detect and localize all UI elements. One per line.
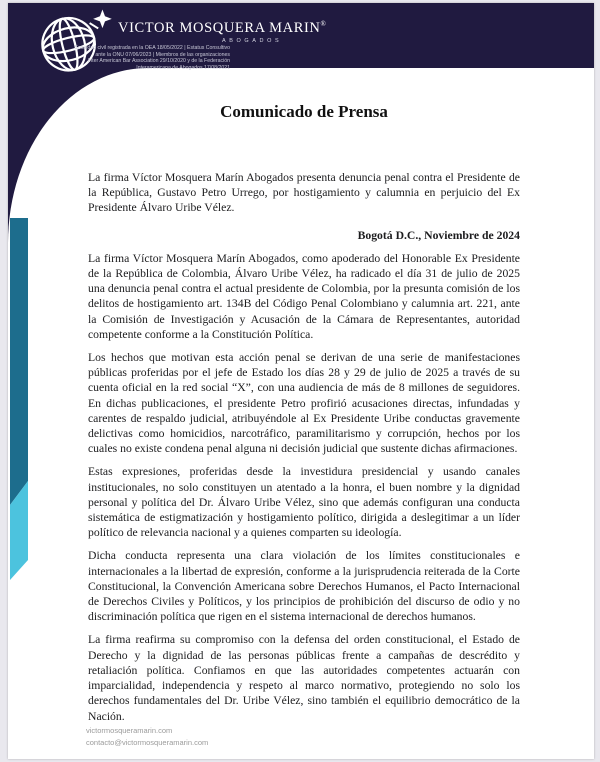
side-ribbon <box>10 218 30 583</box>
brand-block <box>118 20 326 44</box>
firm-name: VICTOR MOSQUERA MARIN® <box>118 20 327 36</box>
footer-website: victormosqueramarin.com <box>86 726 173 735</box>
body-paragraph: Los hechos que motivan esta acción penal se derivan de una serie de manifestaciones públicas proferidas por el jefe de Estado los días 28 y 29 de julio de 2025 a través de su cuenta oficial en la red social “X”, con una audiencia de más de 8 millones de seguidores. En dichas publicaciones, el presidente Petro profirió acusaciones directas, infundadas y carentes de respaldo judicial, atribuyéndole al Ex Presidente Uribe conductas gravemente delictivas como homicidios, narcotráfico, paramilitarismo y corrupción, hechos por los cuales no existe condena penal alguna ni decisión judicial que sustente dichas afirmaciones. <box>88 351 520 456</box>
registered-mark: ® <box>320 20 327 29</box>
dateline: Bogotá D.C., Noviembre de 2024 <box>357 228 520 242</box>
body-paragraph: Dicha conducta representa una clara violación de los límites constitucionales e internacionales a la libertad de expresión, conforme a la jurisprudencia reiterada de la Corte Constitucional, la Convención Americana sobre Derechos Humanos, el Pacto Internacional de Derechos Civiles y Políticos, y los principios de prohibición del discurso de odio y no discriminación política que rigen en el sistema internacional de derechos humanos. <box>88 549 520 624</box>
page-title: Comunicado de Prensa <box>220 102 388 121</box>
body-paragraph: Estas expresiones, proferidas desde la investidura presidencial y usando canales institucionales, no solo constituyen un atentado a la honra, el buen nombre y la dignidad personal y política del Dr. Álvaro Uribe Vélez, sino que además configuran una conducta sistemática de estigmatización y hostigamiento político, dirigida a deslegitimar a un líder político de relevancia nacional y a quienes comparten su ideología. <box>88 465 520 540</box>
footer-contact <box>86 725 208 749</box>
footer-email: contacto@victormosqueramarin.com <box>86 738 209 747</box>
credential-line: Sociedad civil registrada en la OEA 18/05/2022 | Estatus Consultivo <box>74 45 230 51</box>
credential-line: Inter American Bar Association 29/10/2020 y de la Federación <box>87 58 230 65</box>
credential-line: Interamericana de Abogados 17/08/2021 <box>136 64 230 71</box>
firm-subtitle: ABOGADOS <box>222 38 283 44</box>
firm-credentials <box>66 45 230 71</box>
document-body <box>88 103 520 724</box>
body-paragraph: La firma Víctor Mosquera Marín Abogados, como apoderado del Honorable Ex Presidente de la República de Colombia, Álvaro Uribe Vélez, ha radicado el día 31 de julio de 2025 una denuncia penal contra el actual presidente de Colombia, por la presunta comisión de los delitos de hostigamiento art. 134B del Código Penal Colombiano y calumnia art. 221, ante la Comisión de Investigación y Acusación de la Cámara de Representantes, autoridad competente conforme a la Constitución Política. <box>88 251 520 341</box>
press-release-page <box>8 3 594 759</box>
credential-line: ante la ONU 07/06/2023 | Miembros de las organizaciones <box>95 51 230 58</box>
body-paragraph: La firma reafirma su compromiso con la defensa del orden constitucional, el Estado de Derecho y la dignidad de las personas públicas frente a campañas de descrédito y retaliación política. Confiamos en que las autoridades competentes actuarán con imparcialidad, independencia y respeto al marco normativo, protegiendo no solo los derechos fundamentales del Dr. Uribe Vélez, sino también el equilibrio democrático de la Nación. <box>88 633 520 723</box>
lead-paragraph: La firma Víctor Mosquera Marín Abogados presenta denuncia penal contra el Presidente de la República, Gustavo Petro Urrego, por hostigamiento y calumnia en perjuicio del Ex Presidente Álvaro Uribe Vélez. <box>88 171 520 215</box>
